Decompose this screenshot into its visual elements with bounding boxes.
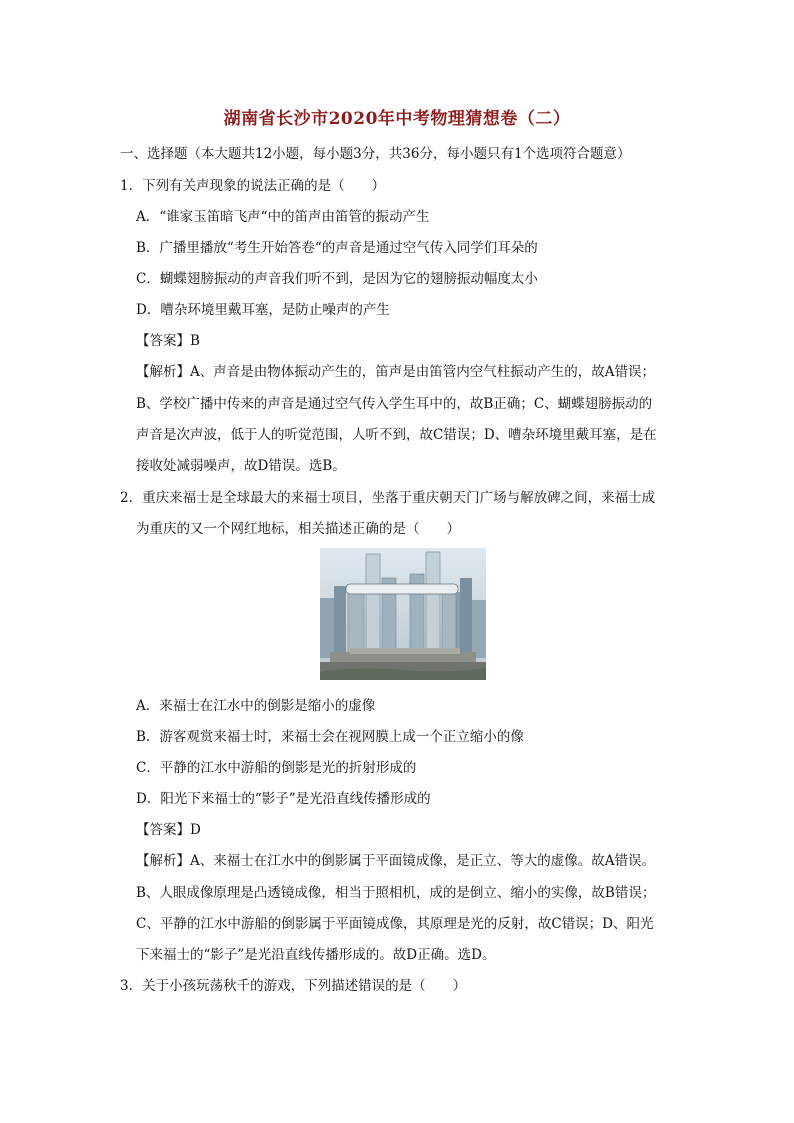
- question-2-option-a: A．来福士在江水中的倒影是缩小的虚像: [136, 698, 376, 714]
- question-2-analysis-line: C、平静的江水中游船的倒影属于平面镜成像，其原理是光的反射，故C错误；D、阳光: [136, 916, 654, 932]
- question-1-analysis-line: 声音是次声波，低于人的听觉范围，人听不到，故C错误；D、嘈杂环境里戴耳塞，是在: [136, 427, 657, 443]
- question-2-analysis-line: B、人眼成像原理是凸透镜成像，相当于照相机，成的是倒立、缩小的实像，故B错误；: [136, 885, 656, 901]
- question-1-analysis-line: 接收处减弱噪声，故D错误。选B。: [136, 458, 346, 474]
- question-2-stem: 2．重庆来福士是全球最大的来福士项目，坐落于重庆朝天门广场与解放碑之间，来福士成: [120, 490, 656, 506]
- question-1-option-d: D．嘈杂环境里戴耳塞，是防止噪声的产生: [136, 302, 390, 318]
- question-3-stem: 3．关于小孩玩荡秋千的游戏，下列描述错误的是（ ）: [120, 978, 467, 994]
- question-1-stem: 1．下列有关声现象的说法正确的是（ ）: [120, 178, 386, 194]
- question-1-answer: 【答案】B: [136, 333, 200, 349]
- question-1-option-c: C．蝴蝶翅膀振动的声音我们听不到，是因为它的翅膀振动幅度太小: [136, 271, 538, 287]
- section-heading: 一、选择题（本大题共12小题，每小题3分，共36分，每小题只有1个选项符合题意）: [120, 146, 631, 162]
- question-2-analysis-line: 【解析】A、来福士在江水中的倒影属于平面镜成像，是正立、等大的虚像。故A错误。: [136, 853, 655, 869]
- question-1-option-b: B．广播里播放“考生开始答卷“的声音是通过空气传入同学们耳朵的: [136, 240, 538, 256]
- document-title: 湖南省长沙市2020年中考物理猜想卷（二）: [223, 109, 571, 129]
- question-2-option-d: D．阳光下来福士的“影子”是光沿直线传播形成的: [136, 791, 431, 807]
- question-1-option-a: A．“谁家玉笛暗飞声“中的笛声由笛管的振动产生: [136, 209, 430, 225]
- building-illustration: [320, 548, 486, 680]
- question-1-analysis-line: 【解析】A、声音是由物体振动产生的，笛声是由笛管内空气柱振动产生的，故A错误；: [136, 364, 655, 380]
- question-2-stem-continued: 为重庆的又一个网红地标，相关描述正确的是（ ）: [136, 521, 460, 537]
- question-2-option-c: C．平静的江水中游船的倒影是光的折射形成的: [136, 760, 417, 776]
- question-2-analysis-line: 下来福士的“影子”是光沿直线传播形成的。故D正确。选D。: [136, 947, 496, 963]
- question-2-option-b: B．游客观赏来福士时，来福士会在视网膜上成一个正立缩小的像: [136, 729, 524, 745]
- raffles-city-photo: [320, 548, 486, 680]
- question-1-analysis-line: B、学校广播中传来的声音是通过空气传入学生耳中的，故B正确；C、蝴蝶翅膀振动的: [136, 396, 653, 412]
- question-2-answer: 【答案】D: [136, 822, 201, 838]
